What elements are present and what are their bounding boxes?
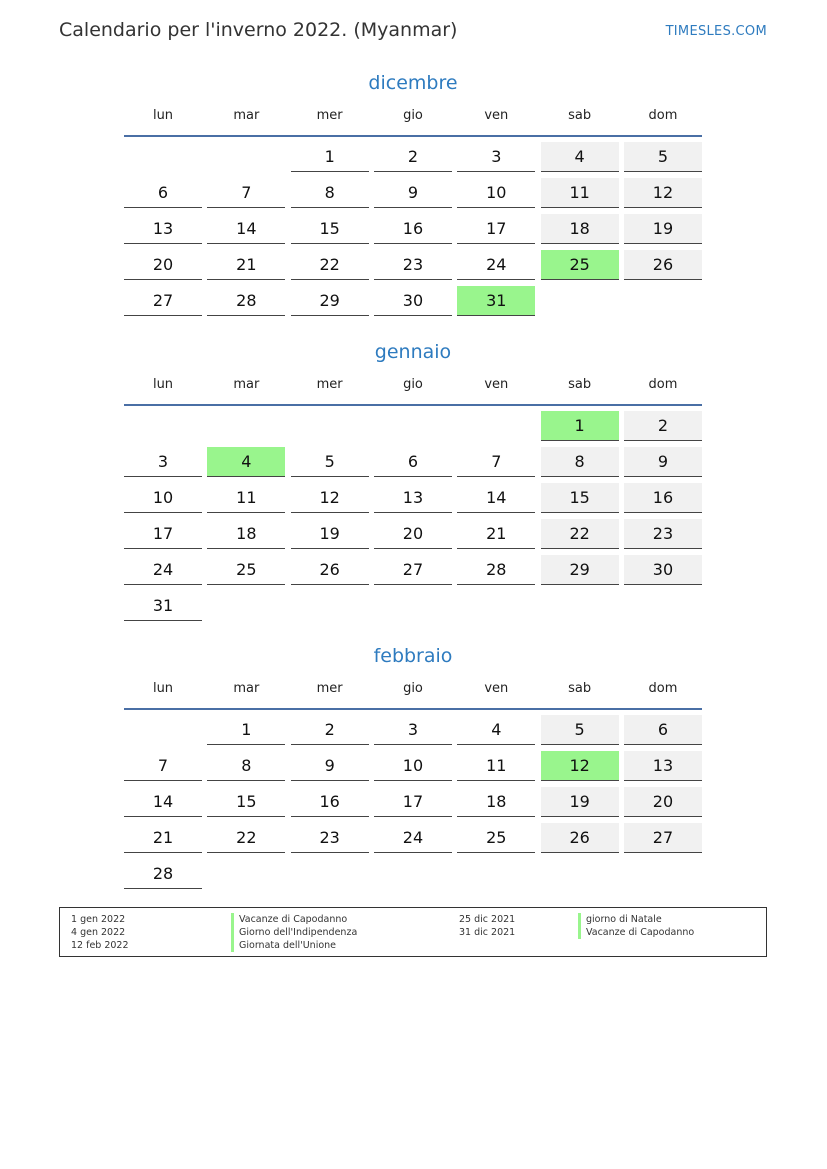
weekday-label: ven <box>484 681 509 696</box>
weekend-day-cell: 12 <box>624 178 702 208</box>
holiday-day-cell: 4 <box>207 447 285 477</box>
weekend-day-cell: 30 <box>624 555 702 585</box>
weekday-label: sab <box>568 681 592 696</box>
day-cell: 21 <box>207 250 285 280</box>
day-cell: 8 <box>207 751 285 781</box>
day-grid <box>124 715 702 889</box>
weekday-label: gio <box>403 108 423 123</box>
day-cell: 18 <box>457 787 535 817</box>
legend-holiday-name: Giornata dell'Unione <box>231 939 357 952</box>
weekday-header <box>124 106 702 137</box>
legend-dates-left <box>71 913 129 952</box>
day-cell: 16 <box>374 214 452 244</box>
legend-holiday-name: Vacanze di Capodanno <box>231 913 357 926</box>
weekend-day-cell: 5 <box>624 142 702 172</box>
legend-date: 4 gen 2022 <box>71 927 126 938</box>
day-cell: 20 <box>124 250 202 280</box>
weekend-day-cell: 16 <box>624 483 702 513</box>
day-cell: 30 <box>374 286 452 316</box>
weekday-header <box>124 375 702 406</box>
weekend-day-cell: 4 <box>541 142 619 172</box>
legend-date: 31 dic 2021 <box>459 927 516 938</box>
day-cell: 3 <box>374 715 452 745</box>
empty-cell <box>207 142 285 172</box>
weekend-day-cell: 19 <box>624 214 702 244</box>
day-cell: 14 <box>124 787 202 817</box>
day-cell: 21 <box>457 519 535 549</box>
weekend-day-cell: 9 <box>624 447 702 477</box>
day-cell: 7 <box>207 178 285 208</box>
weekday-label: ven <box>484 377 509 392</box>
day-cell: 2 <box>291 715 369 745</box>
weekend-day-cell: 19 <box>541 787 619 817</box>
day-cell: 1 <box>291 142 369 172</box>
empty-cell <box>124 715 202 745</box>
weekday-label: lun <box>152 108 174 123</box>
day-cell: 17 <box>374 787 452 817</box>
weekend-day-cell: 2 <box>624 411 702 441</box>
legend-date: 12 feb 2022 <box>71 940 129 951</box>
day-cell: 3 <box>124 447 202 477</box>
day-cell: 3 <box>457 142 535 172</box>
weekday-label: sab <box>568 108 592 123</box>
empty-cell <box>374 411 452 441</box>
day-cell: 27 <box>374 555 452 585</box>
day-cell: 6 <box>124 178 202 208</box>
day-cell: 13 <box>124 214 202 244</box>
month-february <box>124 643 702 889</box>
day-cell: 14 <box>207 214 285 244</box>
day-cell: 22 <box>207 823 285 853</box>
holiday-day-cell: 25 <box>541 250 619 280</box>
legend-date: 25 dic 2021 <box>459 914 516 925</box>
day-cell: 9 <box>374 178 452 208</box>
day-cell: 19 <box>291 519 369 549</box>
weekday-label: dom <box>648 681 678 696</box>
weekday-label: lun <box>152 681 174 696</box>
weekend-day-cell: 29 <box>541 555 619 585</box>
empty-cell <box>124 142 202 172</box>
month-january <box>124 339 702 621</box>
weekend-day-cell: 5 <box>541 715 619 745</box>
day-cell: 27 <box>124 286 202 316</box>
day-cell: 6 <box>374 447 452 477</box>
holiday-day-cell: 12 <box>541 751 619 781</box>
day-cell: 5 <box>291 447 369 477</box>
weekday-label: mer <box>316 108 343 123</box>
weekday-label: ven <box>484 108 509 123</box>
day-cell: 10 <box>374 751 452 781</box>
holiday-day-cell: 31 <box>457 286 535 316</box>
day-cell: 9 <box>291 751 369 781</box>
weekday-label: mer <box>316 377 343 392</box>
weekday-label: mar <box>233 681 260 696</box>
day-grid <box>124 142 702 316</box>
day-cell: 29 <box>291 286 369 316</box>
weekend-day-cell: 8 <box>541 447 619 477</box>
weekday-label: mar <box>233 377 260 392</box>
day-cell: 24 <box>457 250 535 280</box>
day-cell: 8 <box>291 178 369 208</box>
day-cell: 11 <box>457 751 535 781</box>
day-cell: 25 <box>207 555 285 585</box>
day-cell: 12 <box>291 483 369 513</box>
weekend-day-cell: 22 <box>541 519 619 549</box>
day-cell: 28 <box>124 859 202 889</box>
weekday-label: mer <box>316 681 343 696</box>
weekday-label: dom <box>648 377 678 392</box>
weekday-label: mar <box>233 108 260 123</box>
day-cell: 15 <box>207 787 285 817</box>
month-title: gennaio <box>374 341 452 363</box>
day-cell: 14 <box>457 483 535 513</box>
day-cell: 17 <box>457 214 535 244</box>
weekday-label: gio <box>403 377 423 392</box>
weekday-label: dom <box>648 108 678 123</box>
month-december <box>124 70 702 316</box>
empty-cell <box>124 411 202 441</box>
day-cell: 7 <box>457 447 535 477</box>
day-cell: 4 <box>457 715 535 745</box>
weekend-day-cell: 13 <box>624 751 702 781</box>
day-cell: 23 <box>291 823 369 853</box>
day-cell: 17 <box>124 519 202 549</box>
legend-dates-right <box>459 913 515 939</box>
day-cell: 15 <box>291 214 369 244</box>
legend-holiday-name: Vacanze di Capodanno <box>578 926 694 939</box>
empty-cell <box>291 411 369 441</box>
day-cell: 23 <box>374 250 452 280</box>
day-cell: 20 <box>374 519 452 549</box>
page-title: Calendario per l'inverno 2022. (Myanmar) <box>59 19 458 41</box>
month-title: febbraio <box>373 645 453 667</box>
day-cell: 18 <box>207 519 285 549</box>
empty-cell <box>207 411 285 441</box>
empty-cell <box>457 411 535 441</box>
day-cell: 11 <box>207 483 285 513</box>
legend-holiday-name: giorno di Natale <box>578 913 694 926</box>
weekend-day-cell: 18 <box>541 214 619 244</box>
day-cell: 16 <box>291 787 369 817</box>
day-cell: 21 <box>124 823 202 853</box>
weekday-label: sab <box>568 377 592 392</box>
weekday-label: gio <box>403 681 423 696</box>
weekend-day-cell: 6 <box>624 715 702 745</box>
day-cell: 31 <box>124 591 202 621</box>
legend-holiday-name: Giorno dell'Indipendenza <box>231 926 357 939</box>
day-cell: 28 <box>457 555 535 585</box>
day-cell: 24 <box>124 555 202 585</box>
day-grid <box>124 411 702 621</box>
legend-names-right <box>578 913 694 939</box>
day-cell: 22 <box>291 250 369 280</box>
month-title: dicembre <box>368 72 458 94</box>
holiday-legend <box>59 907 767 957</box>
weekend-day-cell: 26 <box>624 250 702 280</box>
weekday-label: lun <box>152 377 174 392</box>
weekend-day-cell: 27 <box>624 823 702 853</box>
day-cell: 10 <box>124 483 202 513</box>
brand-link[interactable]: TIMESLES.COM <box>665 24 767 39</box>
day-cell: 25 <box>457 823 535 853</box>
weekend-day-cell: 23 <box>624 519 702 549</box>
day-cell: 7 <box>124 751 202 781</box>
weekday-header <box>124 679 702 710</box>
day-cell: 10 <box>457 178 535 208</box>
weekend-day-cell: 20 <box>624 787 702 817</box>
day-cell: 13 <box>374 483 452 513</box>
legend-names-left <box>231 913 357 952</box>
holiday-day-cell: 1 <box>541 411 619 441</box>
day-cell: 1 <box>207 715 285 745</box>
day-cell: 2 <box>374 142 452 172</box>
weekend-day-cell: 11 <box>541 178 619 208</box>
day-cell: 24 <box>374 823 452 853</box>
legend-date: 1 gen 2022 <box>71 914 126 925</box>
day-cell: 26 <box>291 555 369 585</box>
day-cell: 28 <box>207 286 285 316</box>
weekend-day-cell: 15 <box>541 483 619 513</box>
weekend-day-cell: 26 <box>541 823 619 853</box>
